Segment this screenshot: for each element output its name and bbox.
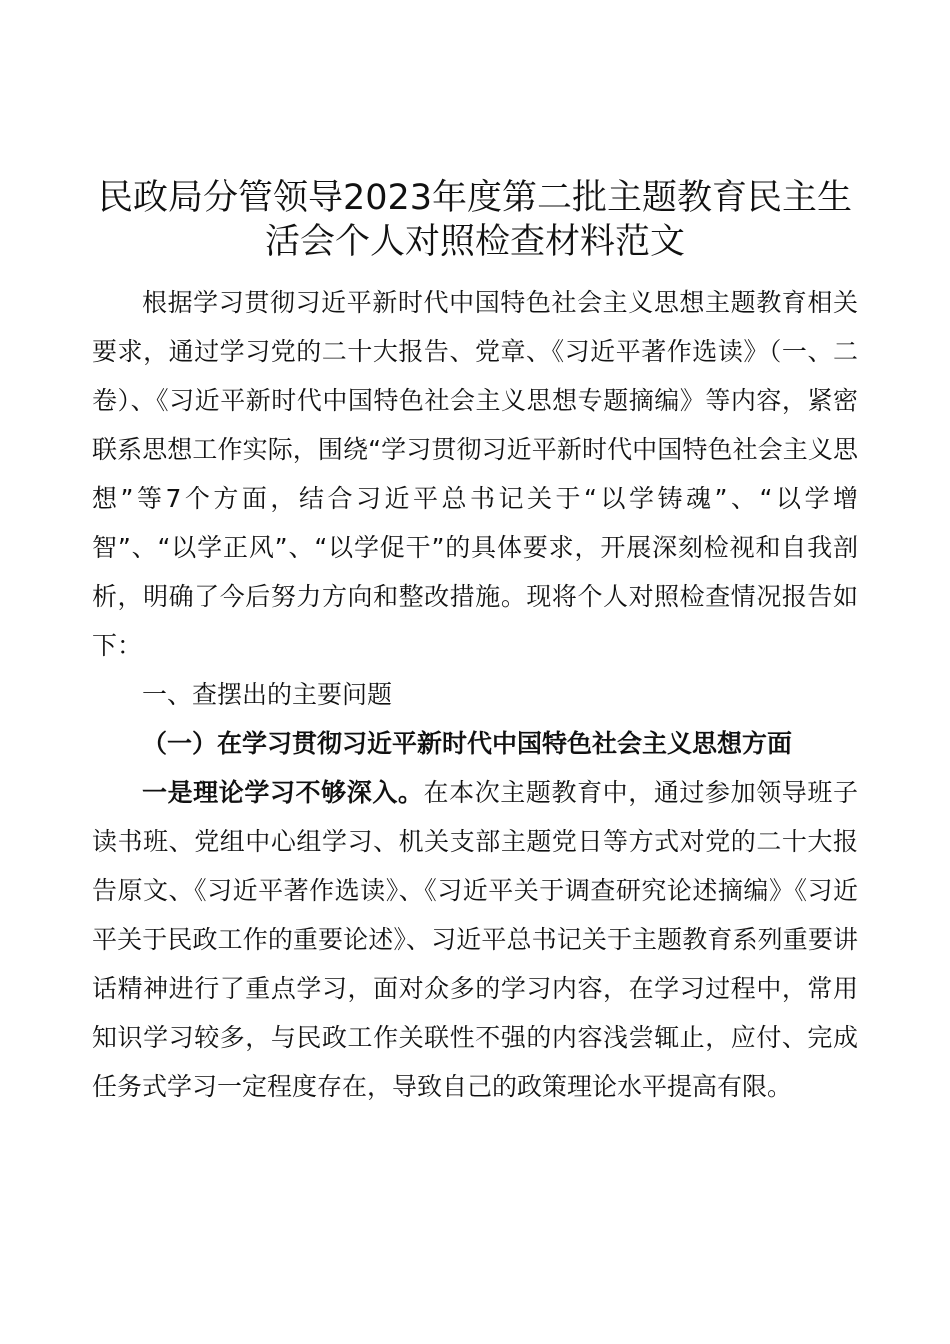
point-one-paragraph [92, 768, 858, 1111]
section-heading: 一、查摆出的主要问题 [142, 680, 393, 709]
intro-paragraph: 根据学习贯彻习近平新时代中国特色社会主义思想主题教育相关要求，通过学习党的二十大报告、党章、《习近平著作选读》（一、二卷）、《习近平新时代中国特色社会主义思想专题摘编》等内容，紧密联系思想工作实际，围绕“学习贯彻习近平新时代中国特色社会主义思想”等7个方面，结合习近平总书记关于“以学铸魂”、“以学增智”、“以学正风”、“以学促干”的具体要求，开展深刻检视和自我剖析，明确了今后努力方向和整改措施。现将个人对照检查情况报告如下： [92, 288, 858, 660]
title-line-2: 活会个人对照检查材料范文 [264, 222, 685, 262]
document-page [92, 176, 858, 1111]
title-line-1: 民政局分管领导2023年度第二批主题教育民主生 [97, 178, 853, 218]
subsection-heading: （一）在学习贯彻习近平新时代中国特色社会主义思想方面 [142, 729, 793, 758]
point-one-body: 在本次主题教育中，通过参加领导班子读书班、党组中心组学习、机关支部主题党日等方式对党的二十大报告原文、《习近平著作选读》、《习近平关于调查研究论述摘编》《习近平关于民政工作的重要论述》、习近平总书记关于主题教育系列重要讲话精神进行了重点学习，面对众多的学习内容，在学习过程中，常用知识学习较多，与民政工作关联性不强的内容浅尝辄止，应付、完成任务式学习一定程度存在，导致自己的政策理论水平提高有限。 [92, 778, 858, 1101]
document-title [92, 176, 858, 264]
point-one-lead: 一是理论学习不够深入。 [142, 778, 424, 807]
